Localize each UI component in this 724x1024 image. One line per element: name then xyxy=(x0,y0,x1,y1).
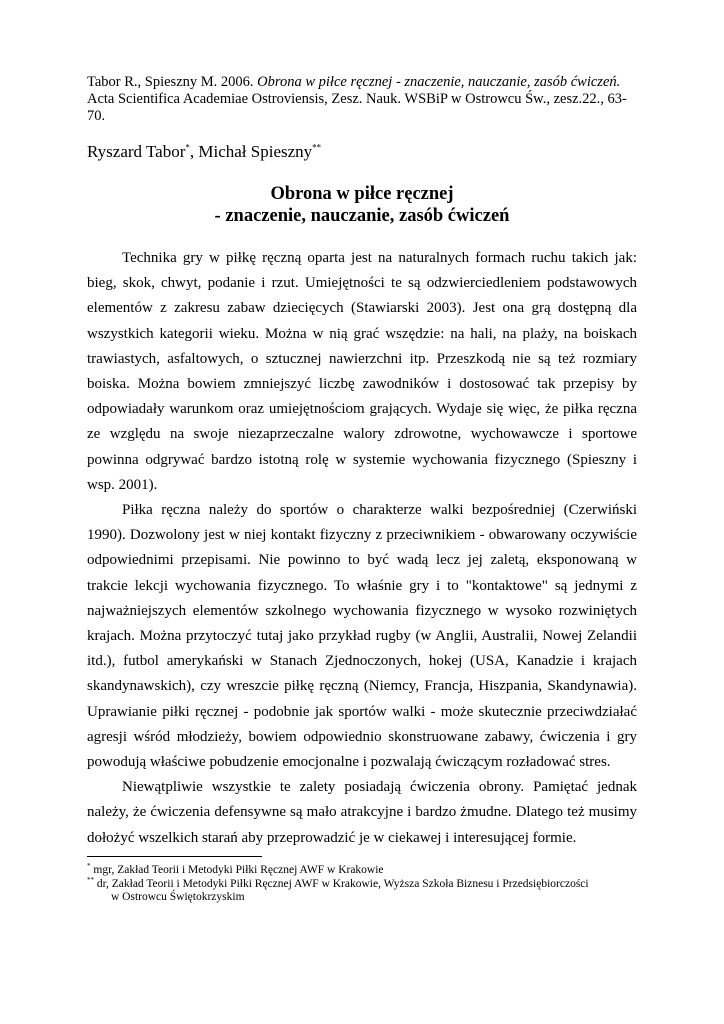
footnotes xyxy=(87,864,647,905)
article-page xyxy=(87,74,637,851)
footnote-2 xyxy=(87,875,647,892)
citation-authors: Tabor R., Spieszny M. 2006. xyxy=(87,74,254,90)
footnote-divider xyxy=(87,856,262,857)
article-title xyxy=(87,183,637,227)
title-line-2: - znaczenie, nauczanie, zasób ćwiczeń xyxy=(214,206,510,226)
footnote-1-mark: * xyxy=(87,862,91,871)
footnote-2-text: dr, Zakład Teorii i Metodyki Piłki Ręcznej AWF w Krakowie, Wyższa Szkoła Biznesu i Przedsiębiorczości xyxy=(94,877,589,890)
citation xyxy=(87,74,637,125)
author-1: Ryszard Tabor xyxy=(87,142,186,161)
author-2: Michał Spieszny xyxy=(198,142,313,161)
paragraph-1: Technika gry w piłkę ręczną oparta jest na naturalnych formach ruchu takich jak: bieg, skok, chwyt, podanie i rzut. Umiejętności te są odzwierciedleniem podstawowych elementów z zakresu zabaw dziecięcych (Stawiarski 2003). Jest ona grą dostępną dla wszystkich kategorii wieku. Można w nią grać wszędzie: na hali, na plaży, na boiskach trawiastych, asfaltowych, o sztucznej nawierzchni itp. Przeszkodą nie są też rozmiary boiska. Można bowiem zmniejszyć liczbę zawodników i dostosować tak przepisy by odpowiadały warunkom oraz umiejętnościom grających. Wydaje się więc, że piłka ręczna ze względu na swoje niezaprzeczalne walory zdrowotne, wychowawcze i sportowe powinna odgrywać bardzo istotną rolę w systemie wychowania fizycznego (Spieszny i wsp. 2001). xyxy=(87,250,637,493)
paragraph-2: Piłka ręczna należy do sportów o charakterze walki bezpośredniej (Czerwiński 1990). Dozwolony jest w niej kontakt fizyczny z przeciwnikiem - obwarowany oczywiście odpowiednimi przepisami. Nie powinno to być wadą lecz jej zaletą, eksponowaną w trakcie lekcji wychowania fizycznego. To właśnie gry i to "kontaktowe" są jednymi z najważniejszych elementów szkolnego wychowania fizycznego w wysoko rozwiniętych krajach. Można przytoczyć tutaj jako przykład rugby (w Anglii, Australii, Nowej Zelandii itd.), futbol amerykański w Stanach Zjednoczonych, hokej (USA, Kanadzie i krajach skandynawskich), czy wreszcie piłkę ręczną (Niemcy, Francja, Hiszpania, Skandynawia). Uprawianie piłki ręcznej - podobnie jak sportów walki - może skutecznie przeciwdziałać agresji wśród młodzieży, bowiem odpowiednio skonstruowane zabawy, ćwiczenia i gry powodują właściwe pobudzenie emocjonalne i pozwalają ćwiczącym rozładować stres. xyxy=(87,502,637,771)
author-separator: , xyxy=(189,142,199,161)
footnote-2-mark: ** xyxy=(87,875,94,884)
author-line xyxy=(87,142,637,162)
citation-journal: Acta Scientifica Academiae Ostroviensis, Zesz. Nauk. WSBiP w Ostrowcu Św., zesz.22., 63-70. xyxy=(87,91,627,124)
author-1-mark: * xyxy=(185,142,190,153)
paragraph-3: Niewątpliwie wszystkie te zalety posiadają ćwiczenia obrony. Pamiętać jednak należy, że ćwiczenia defensywne są mało atrakcyjne i bardzo żmudne. Dlatego też musimy dołożyć wszelkich starań aby przeprowadzić je w ciekawej i interesującej formie. xyxy=(87,779,637,846)
citation-title: Obrona w piłce ręcznej - znaczenie, nauczanie, zasób ćwiczeń. xyxy=(257,74,621,90)
article-body xyxy=(87,246,637,851)
footnote-2-continuation: w Ostrowcu Świętokrzyskim xyxy=(111,891,245,903)
title-line-1: Obrona w piłce ręcznej xyxy=(270,184,454,204)
author-2-mark: ** xyxy=(312,142,322,153)
footnote-1 xyxy=(87,864,647,878)
footnote-1-text: mgr, Zakład Teorii i Metodyki Piłki Ręcznej AWF w Krakowie xyxy=(90,864,384,876)
